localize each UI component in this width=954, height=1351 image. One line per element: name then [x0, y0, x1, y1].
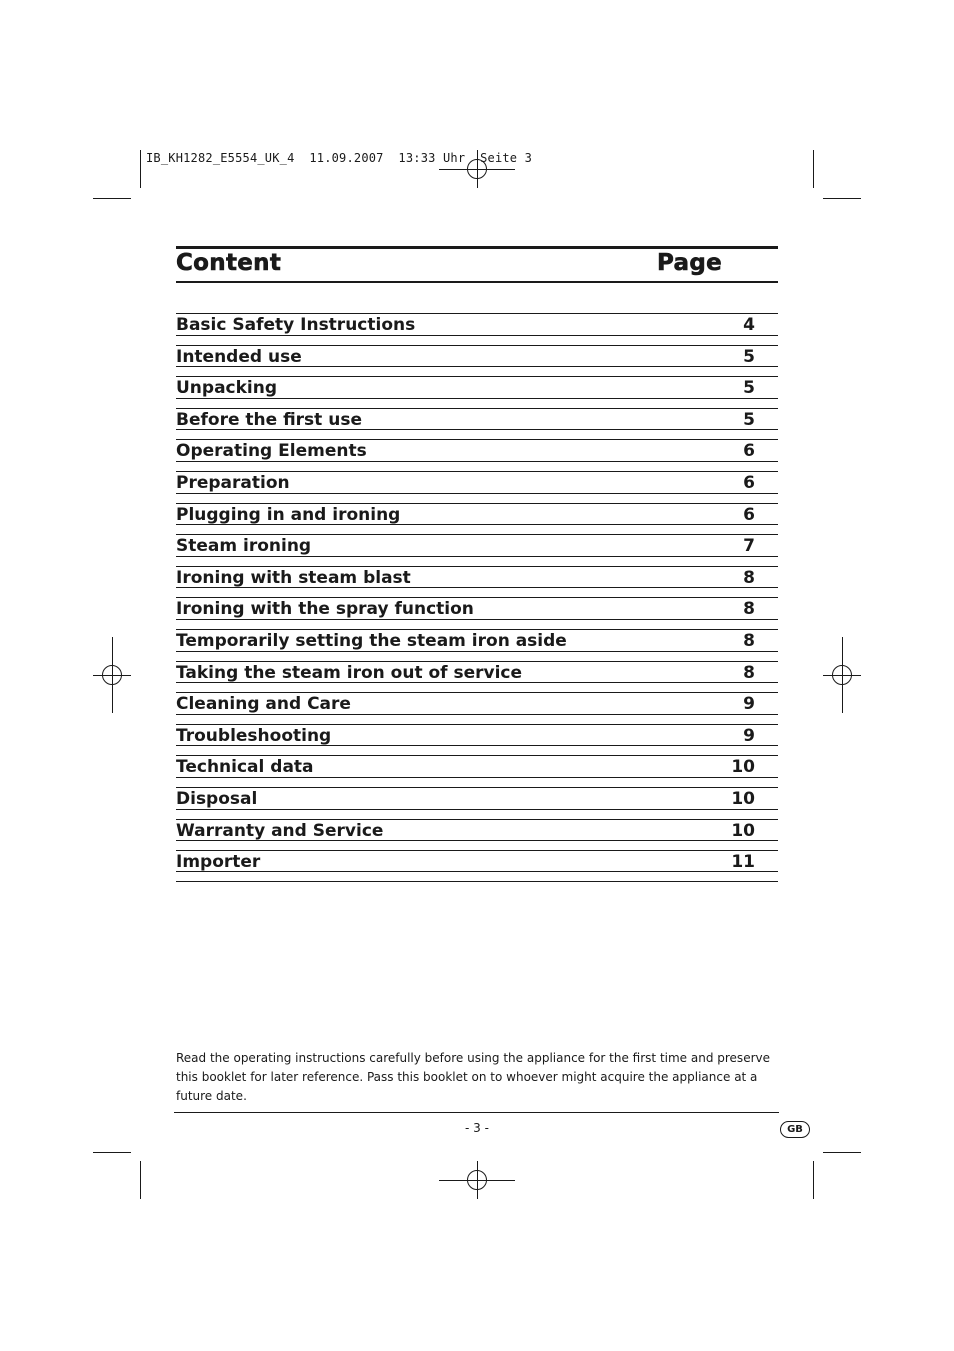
toc-title: Warranty and Service [176, 820, 384, 841]
registration-mark [102, 665, 122, 685]
toc-entry[interactable] [176, 376, 778, 408]
toc-page: 6 [743, 472, 755, 493]
toc-page: 6 [743, 441, 755, 462]
toc-page: 4 [743, 315, 755, 335]
toc-entry[interactable] [176, 819, 778, 851]
toc-page: 8 [743, 599, 755, 620]
toc-title: Technical data [176, 757, 314, 778]
toc-entry[interactable] [176, 313, 778, 345]
toc-entry[interactable] [176, 471, 778, 503]
toc-entry[interactable] [176, 787, 778, 819]
toc-page: 7 [743, 536, 755, 557]
toc-entry[interactable] [176, 850, 778, 882]
toc-entry[interactable] [176, 408, 778, 440]
crop-mark [813, 1161, 814, 1199]
toc-page: 5 [743, 378, 755, 399]
toc-page: 10 [731, 757, 755, 778]
toc-page: 8 [743, 630, 755, 651]
crop-mark [813, 150, 814, 188]
content-heading: Content [176, 250, 282, 276]
toc-entry[interactable] [176, 629, 778, 661]
crop-mark [823, 198, 861, 199]
toc-title: Disposal [176, 788, 258, 809]
toc-title: Importer [176, 852, 261, 873]
reading-note: Read the operating instructions carefully before using the appliance for the first time and preserve this booklet for later reference. Pass this booklet on to whoever might acquire the appliance at a future date. [176, 1051, 770, 1103]
toc-entry[interactable] [176, 692, 778, 724]
toc-page: 10 [731, 820, 755, 841]
toc-page: 11 [731, 852, 755, 873]
country-badge: GB [780, 1121, 810, 1138]
crop-mark [140, 150, 141, 188]
toc-entry[interactable] [176, 503, 778, 535]
toc-page: 10 [731, 788, 755, 809]
toc-title: Unpacking [176, 378, 278, 399]
toc-title: Temporarily setting the steam iron aside [176, 630, 567, 651]
toc-entry[interactable] [176, 345, 778, 377]
toc-entry[interactable] [176, 724, 778, 756]
crop-mark [93, 198, 131, 199]
toc-title: Operating Elements [176, 441, 367, 462]
toc-title: Ironing with the spray function [176, 599, 474, 620]
toc-entry[interactable] [176, 755, 778, 787]
toc-page: 5 [743, 346, 755, 367]
footer-rule [174, 1112, 779, 1113]
toc-title: Preparation [176, 472, 290, 493]
toc-title: Steam ironing [176, 536, 312, 557]
toc-title: Taking the steam iron out of service [176, 662, 523, 683]
toc-page: 8 [743, 567, 755, 588]
page-heading: Page [657, 250, 723, 276]
toc-page: 9 [743, 694, 755, 715]
toc-page: 8 [743, 662, 755, 683]
toc-title: Cleaning and Care [176, 694, 351, 715]
toc-entry[interactable] [176, 661, 778, 693]
toc-title: Before the first use [176, 409, 362, 430]
print-slug: IB_KH1282_E5554_UK_4 11.09.2007 13:33 Uhr Seite 3 [146, 151, 533, 165]
crop-mark [823, 1152, 861, 1153]
toc-page: 9 [743, 725, 755, 746]
registration-mark [832, 665, 852, 685]
toc-heading [176, 246, 778, 283]
toc-page: 5 [743, 409, 755, 430]
crop-mark [140, 1161, 141, 1199]
toc-entry[interactable] [176, 439, 778, 471]
toc-page: 6 [743, 504, 755, 525]
toc-entry[interactable] [176, 534, 778, 566]
toc-title: Troubleshooting [176, 725, 332, 746]
toc-entry[interactable] [176, 566, 778, 598]
registration-mark [467, 1170, 487, 1190]
toc-title: Plugging in and ironing [176, 504, 401, 525]
toc-entry[interactable] [176, 597, 778, 629]
crop-mark [93, 1152, 131, 1153]
toc-title: Ironing with steam blast [176, 567, 411, 588]
page-number: - 3 - [465, 1121, 489, 1135]
toc-title: Intended use [176, 346, 302, 367]
toc-title: Basic Safety Instructions [176, 315, 416, 335]
table-of-contents [176, 313, 778, 882]
